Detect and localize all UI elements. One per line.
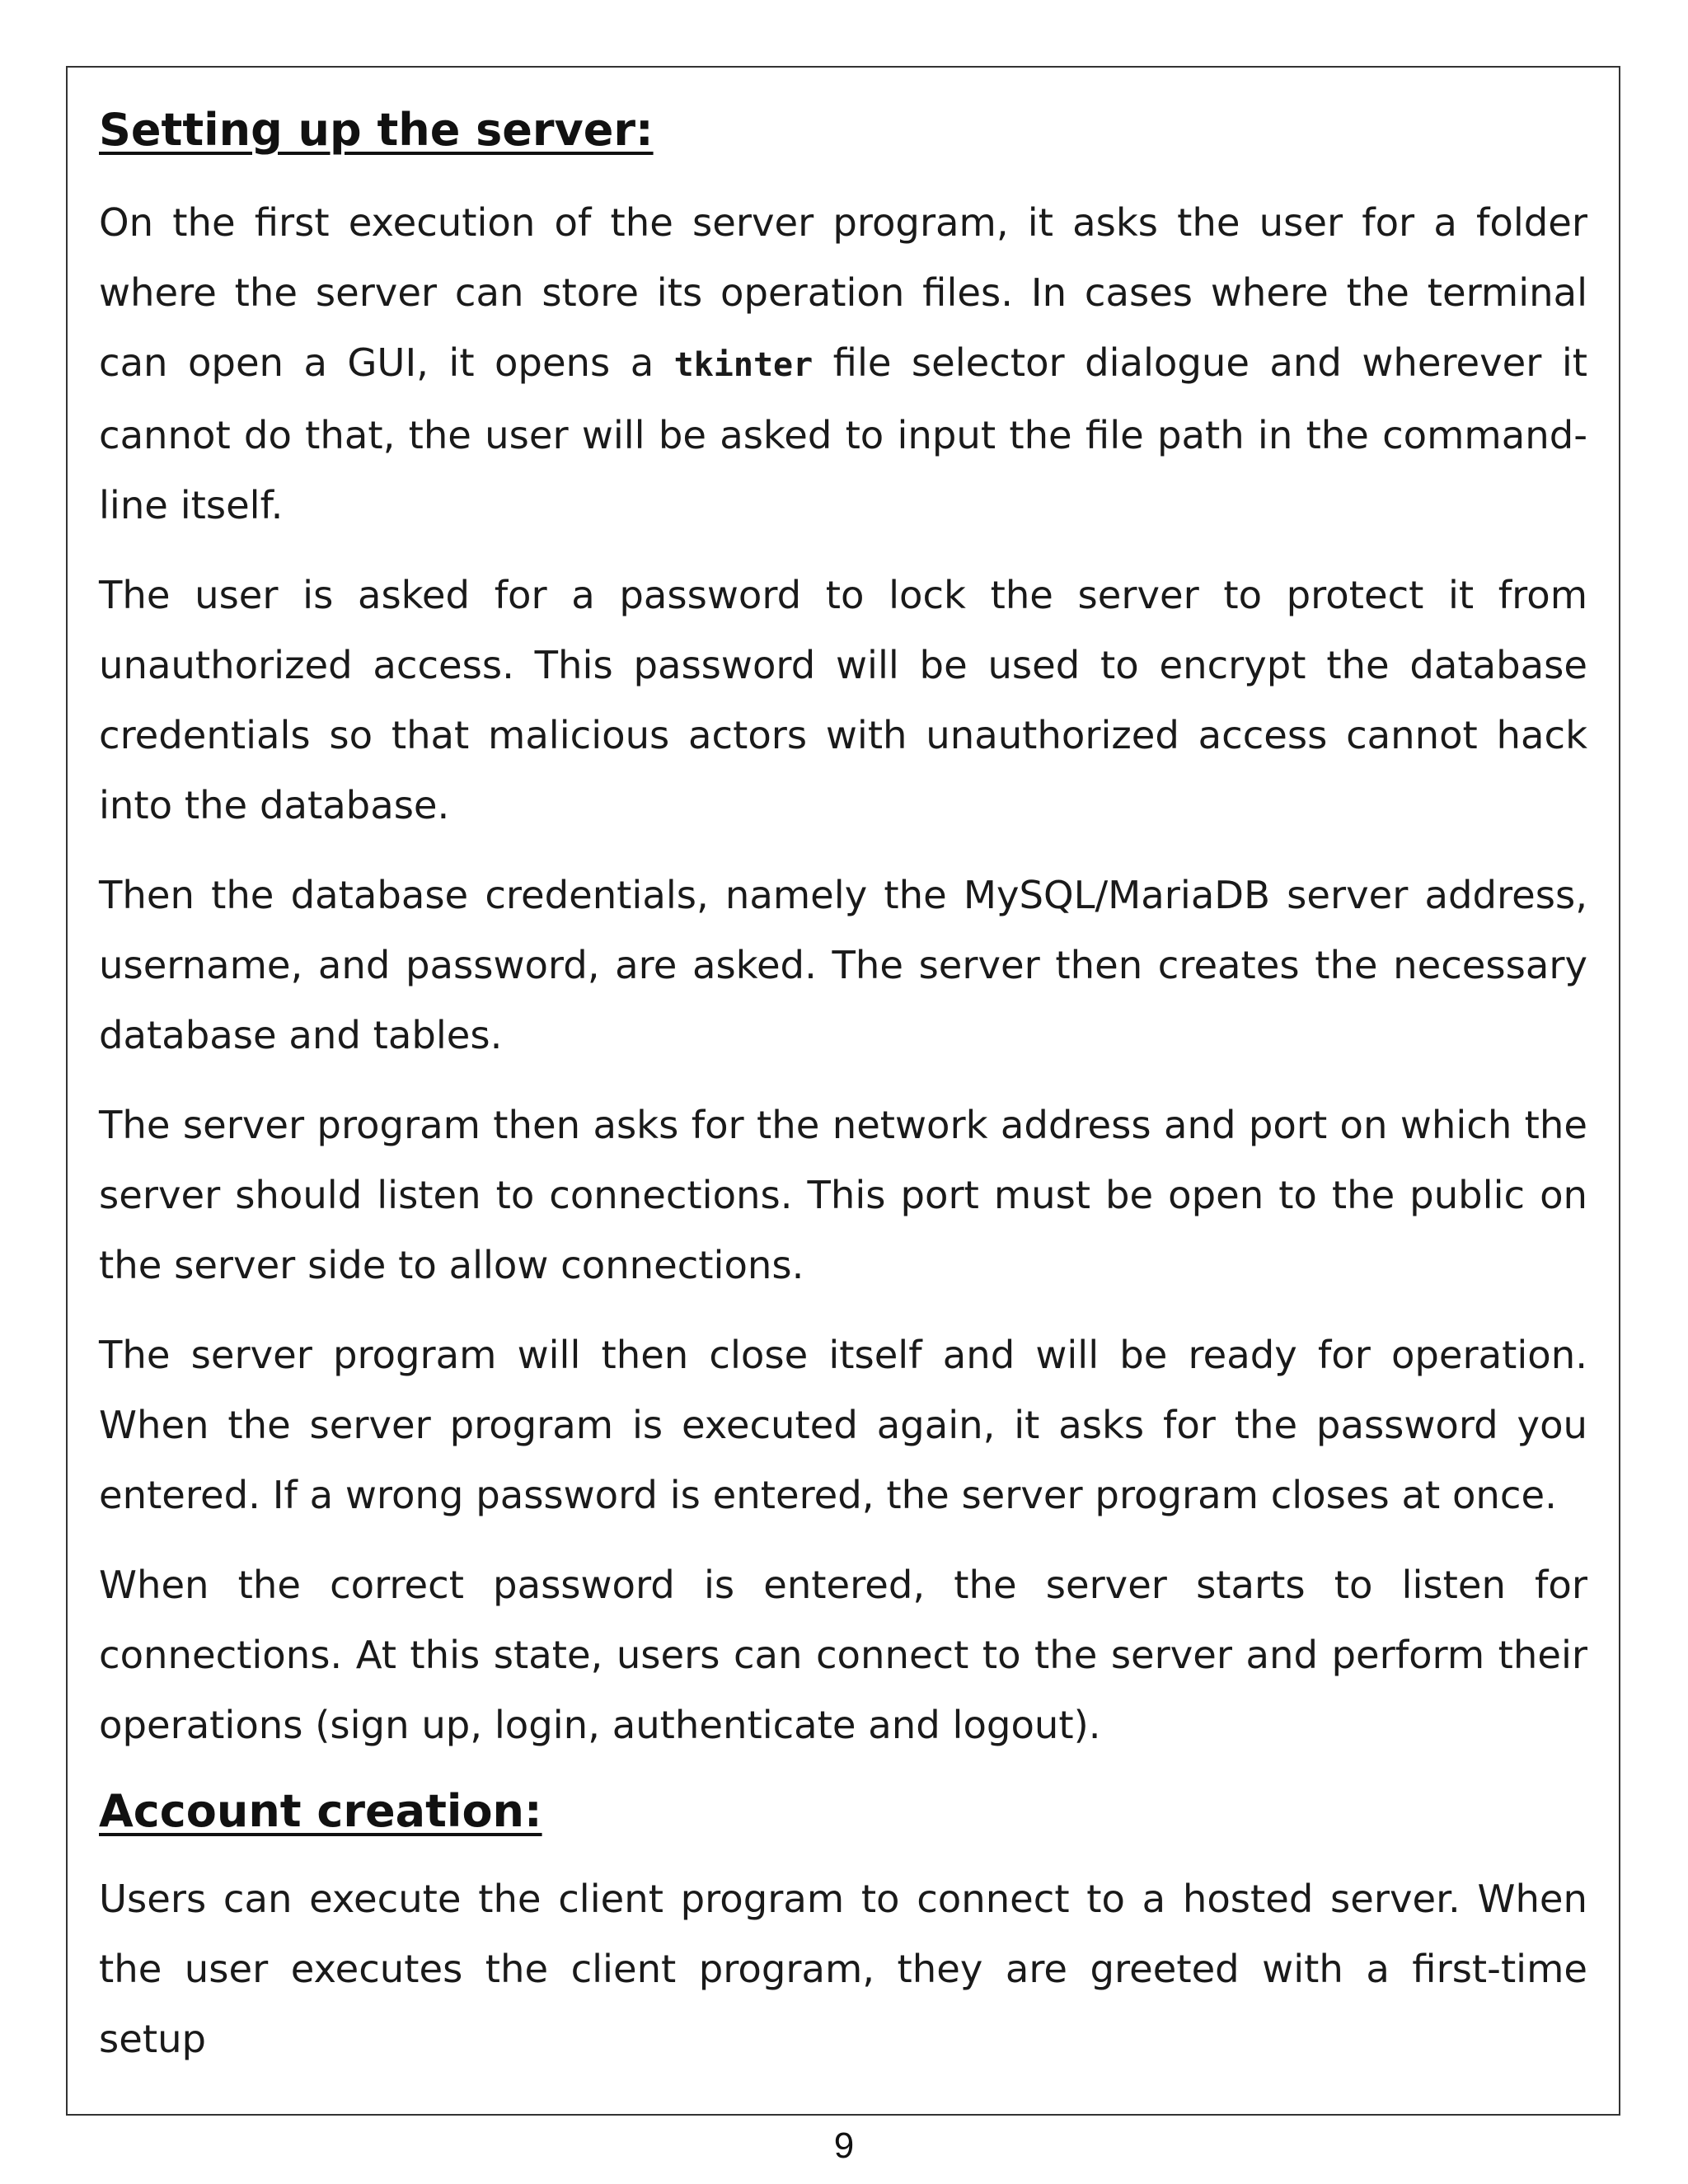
paragraph-correct-password: When the correct password is entered, the server starts to listen for connections. At this state, users can connect to the server and perform their operations (sign up, login, authenticate and logout). (99, 1563, 1587, 1747)
paragraph-server-close: The server program will then close itself and will be ready for operation. When the server program is executed again, it asks for the password you entered. If a wrong password is entered, the server program closes at once. (99, 1333, 1587, 1517)
paragraph-text: file selector dialogue and wherever it cannot do that, the user will be asked to input the file path in the command-line itself. (99, 340, 1587, 527)
paragraph-first-execution (99, 188, 1587, 541)
paragraph-password-lock: The user is asked for a password to lock the server to protect it from unauthorized access. This password will be used to encrypt the database credentials so that malicious actors with unauthorized access cannot hack into the database. (99, 573, 1587, 827)
page-number: 9 (833, 2125, 855, 2166)
inline-code-tkinter: tkinter (673, 346, 814, 384)
section-heading-account-creation: Account creation: (99, 1785, 542, 1837)
paragraph-text: On the first execution of the server program, it asks the user for a folder where the server can store its operation files. In cases where the terminal can open a GUI, it opens a (99, 200, 1587, 385)
document-body (99, 97, 1587, 2074)
paragraph-client-program: Users can execute the client program to connect to a hosted server. When the user executes the client program, they are greeted with a first-time setup (99, 1877, 1587, 2061)
paragraph-database-credentials: Then the database credentials, namely the MySQL/MariaDB server address, username, and password, are asked. The server then creates the necessary database and tables. (99, 873, 1587, 1057)
section-heading-setting-up-server: Setting up the server: (99, 104, 654, 156)
paragraph-network-address: The server program then asks for the network address and port on which the server should listen to connections. This port must be open to the public on the server side to allow connections. (99, 1103, 1587, 1287)
